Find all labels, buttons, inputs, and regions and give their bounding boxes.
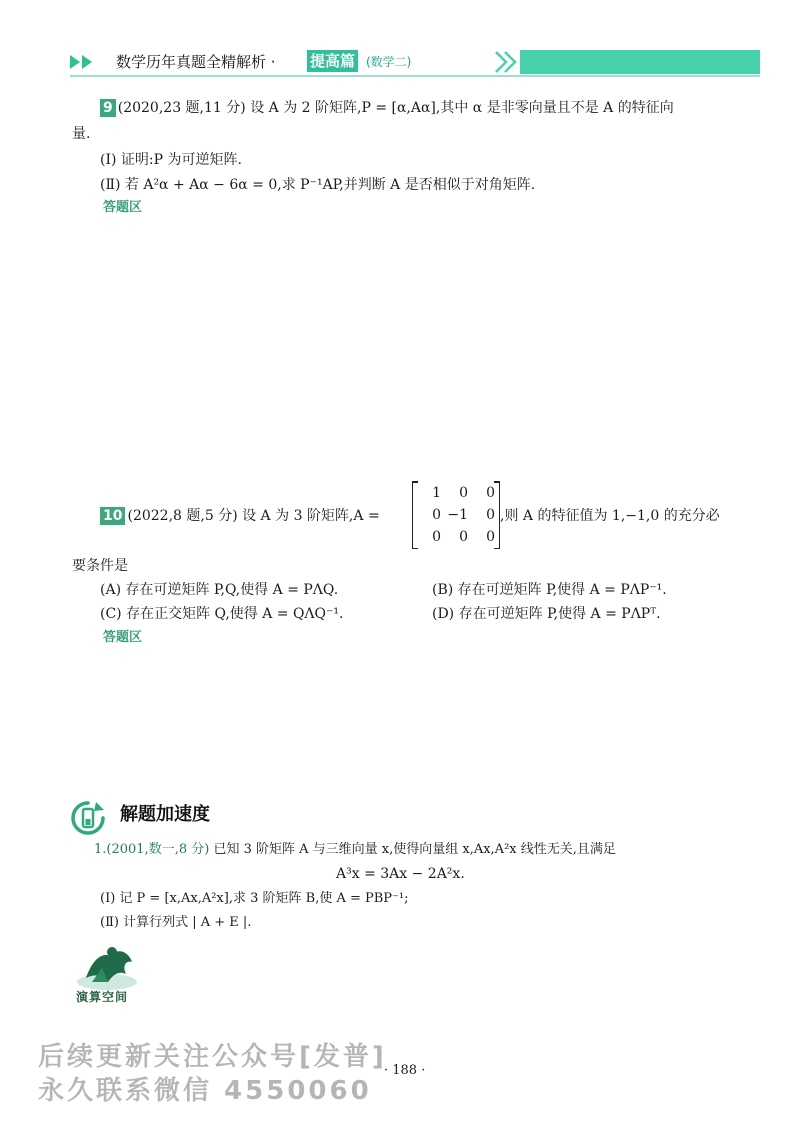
answer-zone-label: 答题区 — [103, 630, 143, 645]
speed-q1-source: (2001,数一,8 分) — [106, 842, 210, 857]
level-badge: 提高篇 — [307, 50, 358, 72]
problem-9-stem — [100, 98, 674, 118]
option-c: (C) 存在正交矩阵 Q,使得 A = QΛQ⁻¹. — [100, 606, 344, 622]
speed-q1-equation: A³x = 3Ax − 2A²x. — [336, 866, 465, 882]
edition-label: (数学二) — [366, 55, 412, 69]
answer-zone-label: 答题区 — [103, 200, 143, 215]
problem-source: (2022,8 题,5 分) — [127, 508, 238, 524]
speed-q1-part-1: (Ⅰ) 记 P = [x,Ax,A²x],求 3 阶矩阵 B,使 A = PBP⁻¹; — [100, 891, 409, 906]
header-band — [520, 50, 760, 74]
option-d: (D) 存在可逆矩阵 P,使得 A = PΛPᵀ. — [432, 606, 661, 622]
option-a: (A) 存在可逆矩阵 P,Q,使得 A = PΛQ. — [100, 582, 339, 598]
matrix-cell: 0 — [486, 529, 495, 545]
matrix-cell: 0 — [459, 485, 468, 501]
speed-q1-part-2: (Ⅱ) 计算行列式 | A + E |. — [100, 915, 252, 930]
speed-section-title: 解题加速度 — [120, 804, 210, 825]
problem-stem-line1: 设 A 为 2 阶矩阵,P = [α,Aα],其中 α 是非零向量且不是 A 的特征向 — [250, 100, 674, 116]
speed-q1-stem — [94, 840, 616, 860]
matrix-cell: 0 — [486, 507, 495, 523]
book-title: 数学历年真题全精解析 · — [116, 53, 276, 71]
speed-section-icon — [70, 800, 106, 836]
matrix-cell: 0 — [432, 507, 441, 523]
problem-stem-pre: 设 A 为 3 阶矩阵,A = — [242, 508, 380, 524]
watermark-line-2: 永久联系微信 4550060 — [38, 1076, 372, 1106]
header-arrows-icon — [70, 52, 106, 72]
logo-text: 演算空间 — [76, 990, 129, 1004]
option-b: (B) 存在可逆矩阵 P,使得 A = PΛP⁻¹. — [432, 582, 667, 598]
problem-part-2: (Ⅱ) 若 A²α + Aα − 6α = 0,求 P⁻¹AP,并判断 A 是否相似于对角矩阵. — [100, 177, 536, 193]
problem-stem-line2: 量. — [72, 126, 91, 142]
matrix-cell: 0 — [486, 485, 495, 501]
problem-stem-post: ,则 A 的特征值为 1,−1,0 的充分必 — [500, 508, 720, 524]
matrix-cell: 0 — [432, 529, 441, 545]
watermark-line-1: 后续更新关注公众号[发普] — [38, 1042, 387, 1072]
problem-stem-line2: 要条件是 — [72, 558, 128, 574]
header-divider — [70, 75, 760, 77]
speed-q1-text: 已知 3 阶矩阵 A 与三维向量 x,使得向量组 x,Ax,A²x 线性无关,且满足 — [213, 842, 616, 857]
problem-source: (2020,23 题,11 分) — [117, 100, 246, 116]
matrix-cell: 1 — [432, 485, 441, 501]
header-chevrons-icon — [492, 50, 522, 74]
matrix-cell: 0 — [459, 529, 468, 545]
matrix-a — [412, 481, 500, 549]
page-number: · 188 · — [384, 1063, 426, 1078]
matrix-cell: −1 — [447, 507, 468, 523]
problem-number-badge: 10 — [100, 507, 125, 525]
speed-q1-label: 1. — [94, 842, 107, 857]
problem-part-1: (Ⅰ) 证明:P 为可逆矩阵. — [100, 152, 242, 168]
problem-number-badge: 9 — [100, 99, 116, 117]
problem-10-stem — [100, 506, 380, 526]
